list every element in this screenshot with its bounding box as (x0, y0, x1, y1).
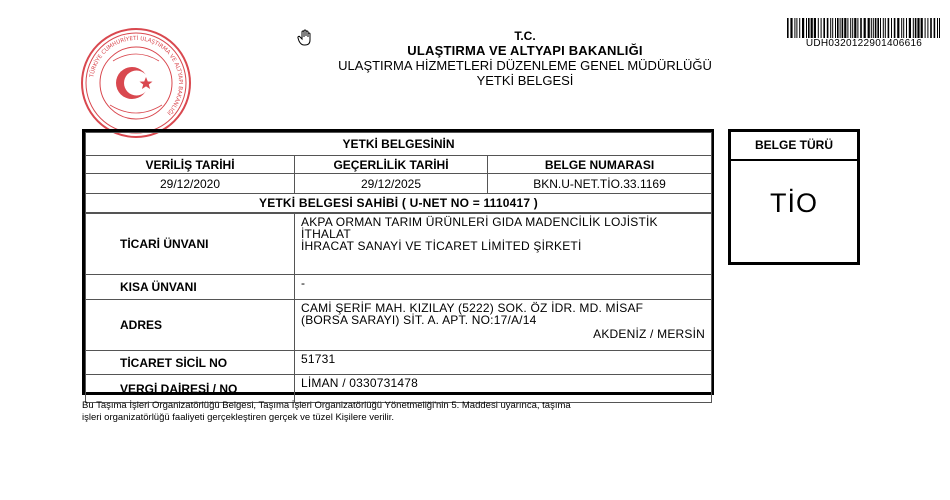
barcode-bar (921, 18, 923, 38)
crescent-star-icon (116, 67, 153, 99)
barcode-bar (868, 18, 870, 38)
barcode-bar (871, 18, 872, 38)
barcode-bar (857, 18, 858, 38)
barcode-bar (917, 18, 919, 38)
document-header (300, 30, 750, 88)
barcode-bar (934, 18, 936, 38)
adres-line1: CAMİ ŞERİF MAH. KIZILAY (5222) SOK. ÖZ İDR. MD. MİSAF (301, 301, 644, 315)
value-ticaret-sicil: 51731 (295, 351, 712, 375)
barcode-bar (888, 18, 890, 38)
barcode-bar (860, 18, 862, 38)
col-doc-number: BELGE NUMARASI (488, 156, 712, 174)
barcode-bar (909, 18, 911, 38)
barcode-bar (913, 18, 914, 38)
barcode-bar (847, 18, 848, 38)
barcode-bar (903, 18, 904, 38)
barcode-bar (915, 18, 917, 38)
owner-title: YETKİ BELGESİ SAHİBİ ( U-NET NO = 1110417 ) (86, 194, 712, 213)
header-doc-type: YETKİ BELGESİ (476, 73, 574, 88)
barcode-bar (927, 18, 928, 38)
barcode-bar (877, 18, 879, 38)
barcode-bar (787, 18, 789, 38)
document-type-label: BELGE TÜRÜ (731, 132, 857, 161)
barcode-bar (802, 18, 804, 38)
doc-number-value: BKN.U-NET.TİO.33.1169 (488, 174, 712, 194)
validity-date-value: 29/12/2025 (295, 174, 488, 194)
barcode-bar (818, 18, 819, 38)
barcode-bar (814, 18, 816, 38)
barcode (786, 18, 942, 38)
value-kisa-unvani: - (295, 275, 712, 300)
barcode-bar (842, 18, 844, 38)
barcode-bar (906, 18, 907, 38)
barcode-bar (883, 18, 884, 38)
barcode-bar (827, 18, 829, 38)
seal-ring-text: TÜRKİYE CUMHURİYETİ ULAŞTIRMA VE ALTYAPI BAKANLIĞI (89, 35, 184, 116)
ticari-unvani-line2: İHRACAT SANAYİ VE TİCARET LİMİTED ŞİRKETİ (301, 239, 582, 253)
barcode-bar (799, 18, 800, 38)
label-ticaret-sicil: TİCARET SİCİL NO (86, 351, 295, 375)
barcode-bar (837, 18, 839, 38)
barcode-bar (821, 18, 822, 38)
barcode-bar (844, 18, 846, 38)
col-issue-date: VERİLİŞ TARİHİ (86, 156, 295, 174)
barcode-bar (885, 18, 886, 38)
barcode-bar (930, 18, 932, 38)
barcode-bar (806, 18, 807, 38)
barcode-bar (880, 18, 881, 38)
label-ticari-unvani: TİCARİ ÜNVANI (86, 214, 295, 275)
barcode-number: UDH0320122901406616 (805, 38, 923, 49)
barcode-bar (937, 18, 938, 38)
label-adres: ADRES (86, 300, 295, 351)
certificate-table (82, 129, 714, 395)
barcode-bar (832, 18, 833, 38)
barcode-bar (811, 18, 813, 38)
adres-line2: (BORSA SARAYI) SİT. A. APT. NO:17/A/14 (301, 313, 537, 327)
barcode-bar (794, 18, 795, 38)
label-vergi: VERGİ DAİRESİ / NO (86, 375, 295, 403)
header-tc: T.C. (514, 29, 536, 43)
issue-date-value: 29/12/2020 (86, 174, 295, 194)
header-directorate: ULAŞTIRMA HİZMETLERİ DÜZENLEME GENEL MÜDÜRLÜĞÜ (338, 58, 712, 73)
barcode-bar (939, 18, 940, 38)
barcode-bar (830, 18, 831, 38)
barcode-bar (897, 18, 899, 38)
document-type-value: TİO (770, 188, 818, 218)
document-type-box (728, 129, 860, 265)
section-title: YETKİ BELGESİNİN (86, 133, 712, 156)
barcode-bar (894, 18, 896, 38)
barcode-bar (875, 18, 877, 38)
value-ticari-unvani (295, 214, 712, 275)
barcode-bar (925, 18, 926, 38)
value-adres (295, 300, 712, 351)
barcode-bar (852, 18, 853, 38)
barcode-bar (796, 18, 797, 38)
barcode-bar (850, 18, 851, 38)
adres-district: AKDENİZ / MERSİN (593, 327, 705, 341)
barcode-bar (790, 18, 792, 38)
ticari-unvani-line1: AKPA ORMAN TARIM ÜRÜNLERİ GIDA MADENCİLİK LOJİSTİK İTHALAT (301, 215, 658, 241)
label-kisa-unvani: KISA ÜNVANI (86, 275, 295, 300)
col-validity-date: GEÇERLİLİK TARİHİ (295, 156, 488, 174)
barcode-bar (901, 18, 902, 38)
ministry-seal (80, 27, 192, 139)
barcode-bar (873, 18, 874, 38)
footnote (82, 400, 702, 424)
barcode-bar (891, 18, 892, 38)
value-vergi: LİMAN / 0330731478 (295, 375, 712, 403)
barcode-bar (835, 18, 836, 38)
barcode-bar (823, 18, 825, 38)
barcode-bar (840, 18, 841, 38)
header-ministry: ULAŞTIRMA VE ALTYAPI BAKANLIĞI (407, 43, 643, 58)
footnote-line1: Bu Taşıma İşleri Organizatörlüğü Belgesi, Taşıma İşleri Organizatörlüğü Yönetmeliği'nin 5. Maddesi uyarınca, taşıma (82, 400, 571, 411)
barcode-bar (854, 18, 856, 38)
footnote-line2: işleri organizatörlüğü faaliyeti gerçekleştiren gerçek ve tüzel Kişilere verilir. (82, 412, 395, 423)
barcode-bar (808, 18, 810, 38)
barcode-bar (864, 18, 866, 38)
